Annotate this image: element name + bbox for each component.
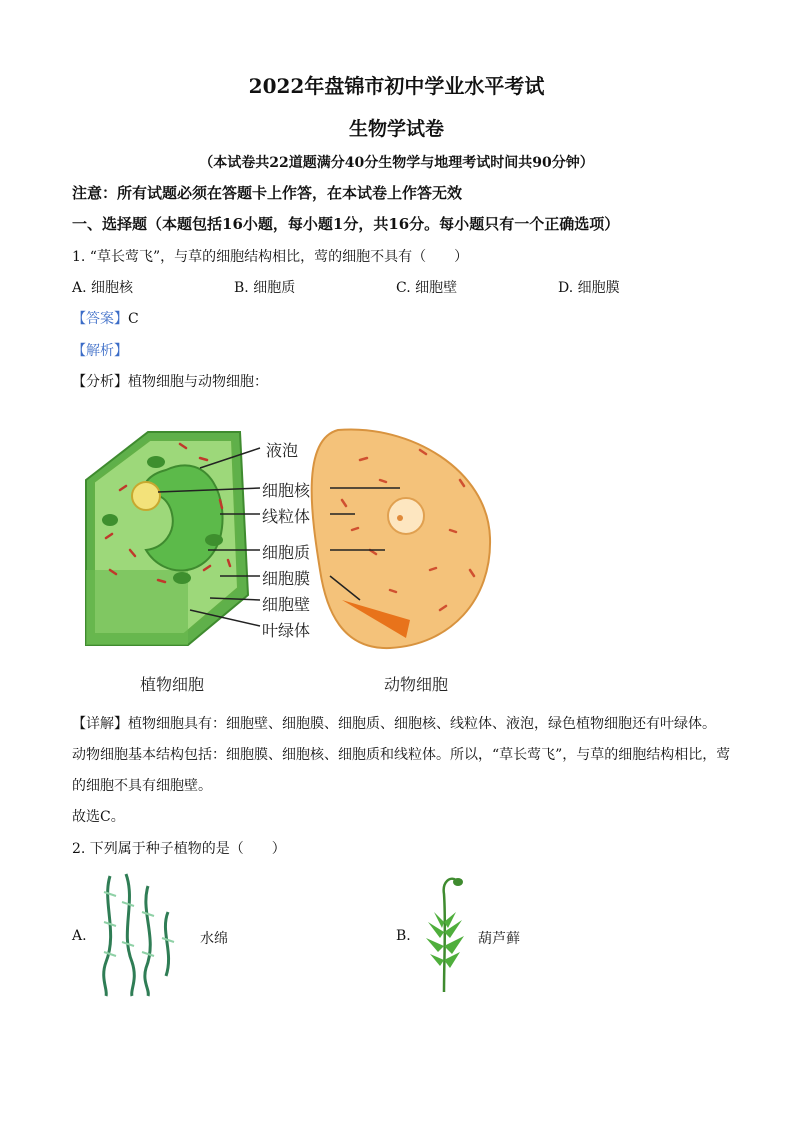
label-mitochondria: 线粒体: [262, 507, 311, 526]
explain-tag: 【解析】: [72, 343, 128, 359]
q1-answer: [72, 308, 139, 328]
option-letter: C.: [396, 280, 411, 296]
exam-notice: 注意：所有试题必须在答题卡上作答，在本试卷上作答无效: [72, 184, 463, 202]
detail-line-3: 的细胞不具有细胞壁。: [72, 778, 212, 794]
exam-title: 2022年盘锦市初中学业水平考试: [248, 74, 545, 98]
animal-cell-caption: 动物细胞: [384, 675, 449, 694]
answer-value: C: [128, 311, 139, 327]
q1-option-a: [72, 277, 133, 297]
option-text: 细胞核: [91, 280, 134, 296]
exam-instructions: （本试卷共22道题满分40分生物学与地理考试时间共90分钟）: [199, 155, 594, 171]
option-text: 细胞质: [253, 280, 296, 296]
option-text: 细胞膜: [577, 280, 620, 296]
moss-illustration: [422, 872, 472, 998]
q1-option-b: [234, 277, 295, 297]
animal-cell-illustration: [312, 429, 490, 648]
q1-option-d: [558, 277, 620, 297]
q2-option-b-text: 葫芦藓: [478, 931, 520, 947]
label-vacuole: 液泡: [266, 441, 299, 460]
label-cell-membrane: 细胞膜: [262, 569, 311, 588]
answer-tag: 【答案】: [72, 311, 128, 327]
option-text: 细胞壁: [415, 280, 458, 296]
q2-stem: 2. 下列属于种子植物的是（ ）: [72, 841, 286, 857]
spirogyra-illustration: [96, 872, 186, 998]
q1-stem: 1. “草长莺飞”，与草的细胞结构相比，莺的细胞不具有（ ）: [72, 249, 469, 265]
option-letter: A.: [72, 280, 87, 296]
conclusion: 故选C。: [72, 809, 125, 825]
option-letter: D.: [558, 280, 574, 296]
label-cell-wall: 细胞壁: [262, 595, 311, 614]
label-nucleus: 细胞核: [262, 481, 311, 500]
detail-line-2: 动物细胞基本结构包括：细胞膜、细胞核、细胞质和线粒体。所以，“草长莺飞”，与草的细胞结构相比，莺: [72, 747, 731, 763]
plant-cell-caption: 植物细胞: [140, 675, 205, 694]
plant-cell-illustration: [86, 432, 248, 645]
label-chloroplast: 叶绿体: [262, 621, 311, 640]
q2-option-a-letter: A.: [72, 928, 87, 944]
q2-option-a-text: 水绵: [200, 931, 228, 947]
exam-subtitle: 生物学试卷: [348, 118, 444, 140]
section-heading: 一、选择题（本题包括16小题，每小题1分，共16分。每小题只有一个正确选项）: [72, 215, 620, 233]
option-letter: B.: [234, 280, 249, 296]
analysis-line: 【分析】植物细胞与动物细胞：: [72, 374, 268, 390]
q1-option-c: [396, 277, 457, 297]
detail-line-1: 【详解】植物细胞具有：细胞壁、细胞膜、细胞质、细胞核、线粒体、液泡，绿色植物细胞还有叶绿体。: [72, 716, 716, 732]
label-cytoplasm: 细胞质: [262, 543, 311, 562]
q2-option-b-letter: B.: [396, 928, 411, 944]
